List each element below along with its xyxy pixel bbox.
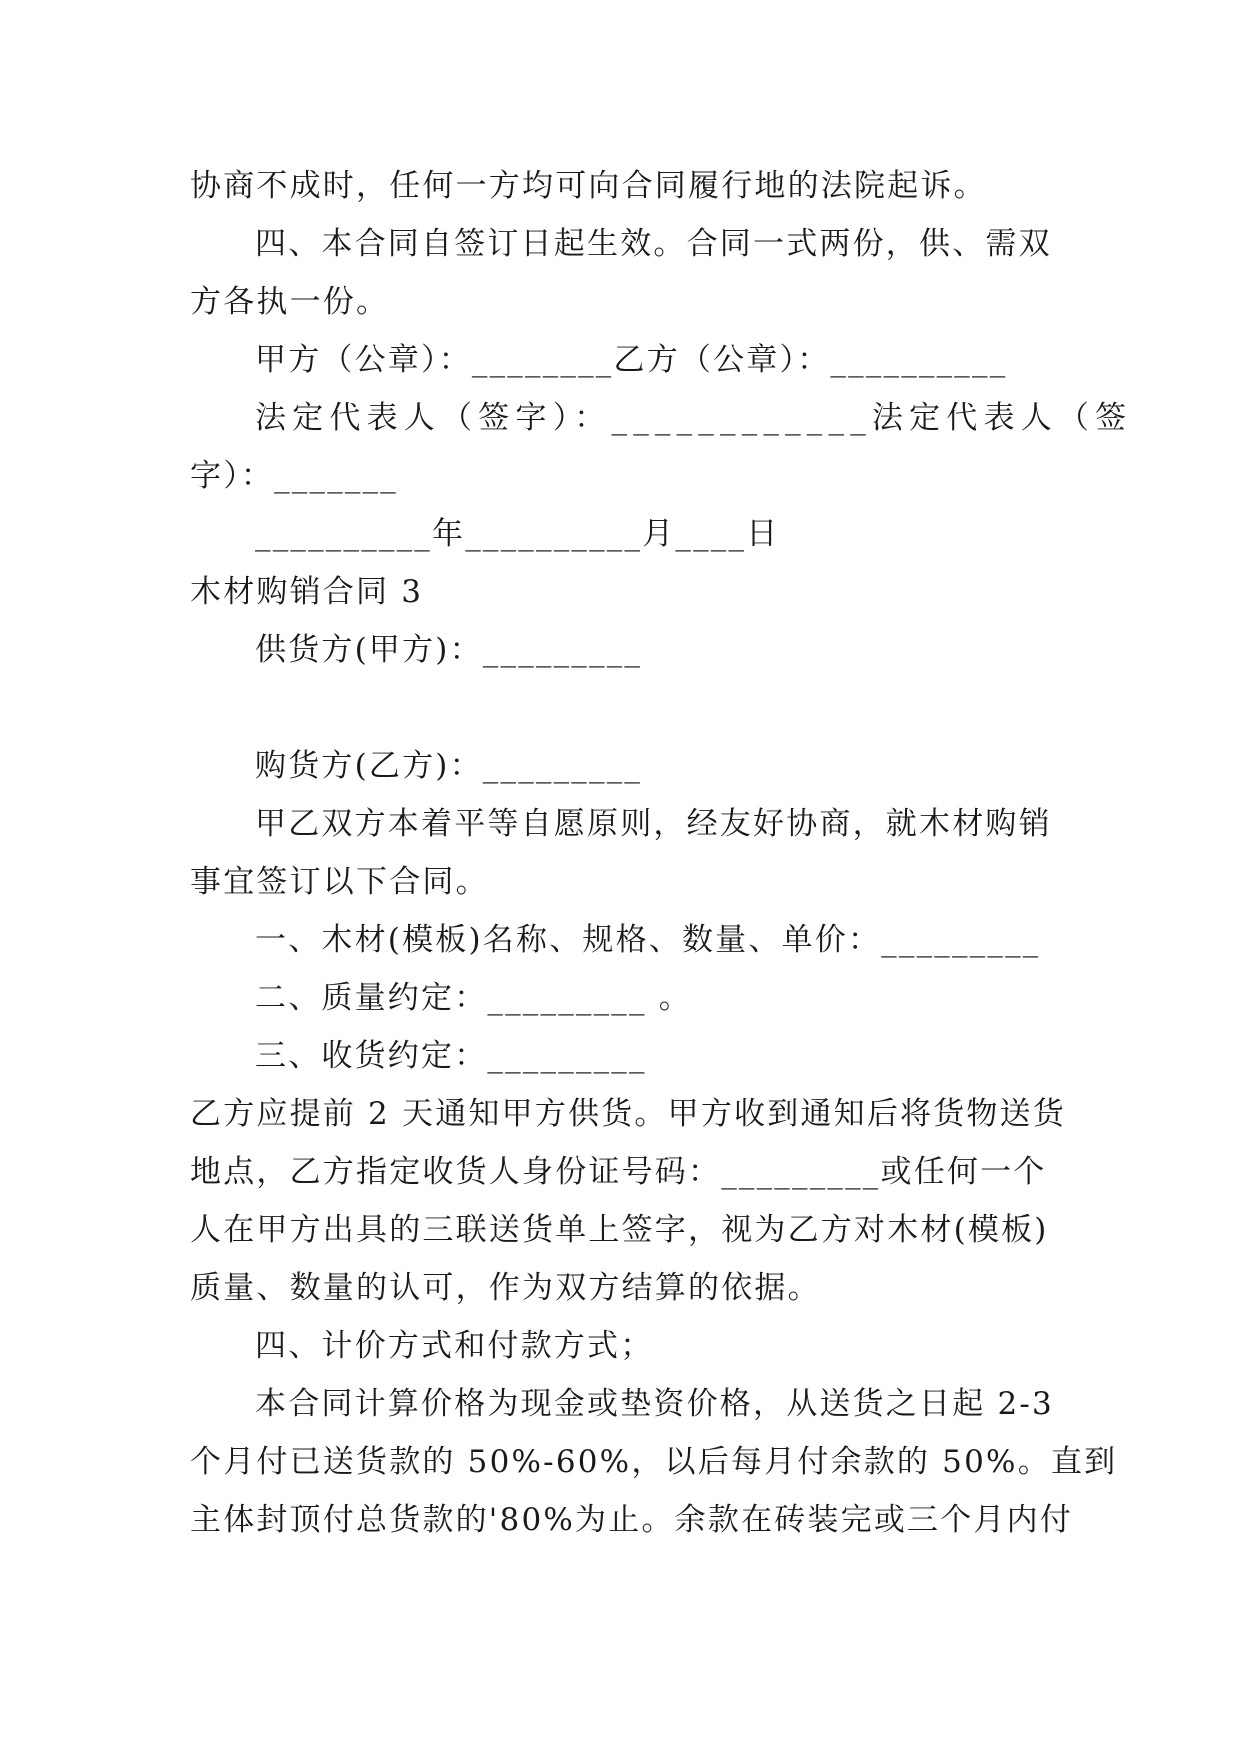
signature-line: 法定代表人（签字）：____________法定代表人（签 [255, 400, 1133, 436]
text-line: 供货方(甲方)：_________ [255, 632, 643, 668]
text-line: 方各执一份。 [190, 284, 390, 320]
text-line: 事宜签订以下合同。 [190, 864, 489, 900]
text-line: 一、木材(模板)名称、规格、数量、单价：_________ [255, 922, 1041, 958]
text-line: 字）：_______ [190, 458, 398, 494]
text-line: 购货方(乙方)：_________ [255, 748, 643, 784]
text-line: 个月付已送货款的 50%-60%，以后每月付余款的 50%。直到 [190, 1444, 1118, 1480]
text-line: 甲乙双方本着平等自愿原则，经友好协商，就木材购销 [255, 806, 1052, 842]
text-line: 本合同计算价格为现金或垫资价格，从送货之日起 2-3 [255, 1386, 1054, 1422]
section-title: 木材购销合同 3 [190, 574, 424, 610]
text-line: 四、计价方式和付款方式； [255, 1328, 654, 1364]
text-line: 协商不成时，任何一方均可向合同履行地的法院起诉。 [190, 168, 987, 204]
text-line: 二、质量约定：_________ 。 [255, 980, 692, 1016]
text-line: 主体封顶付总货款的'80%为止。余款在砖装完或三个月内付 [190, 1502, 1074, 1538]
date-line: __________年__________月____日 [255, 516, 780, 552]
text-line: 质量、数量的认可，作为双方结算的依据。 [190, 1270, 821, 1306]
text-line: 乙方应提前 2 天通知甲方供货。甲方收到通知后将货物送货 [190, 1096, 1067, 1132]
text-line: 三、收货约定：_________ [255, 1038, 647, 1074]
signature-line: 甲方（公章）：________乙方（公章）：__________ [255, 342, 1008, 378]
text-line: 人在甲方出具的三联送货单上签字，视为乙方对木材(模板) [190, 1212, 1049, 1248]
text-line: 地点，乙方指定收货人身份证号码：_________或任何一个 [190, 1154, 1047, 1190]
text-line: 四、本合同自签订日起生效。合同一式两份，供、需双 [255, 226, 1052, 262]
